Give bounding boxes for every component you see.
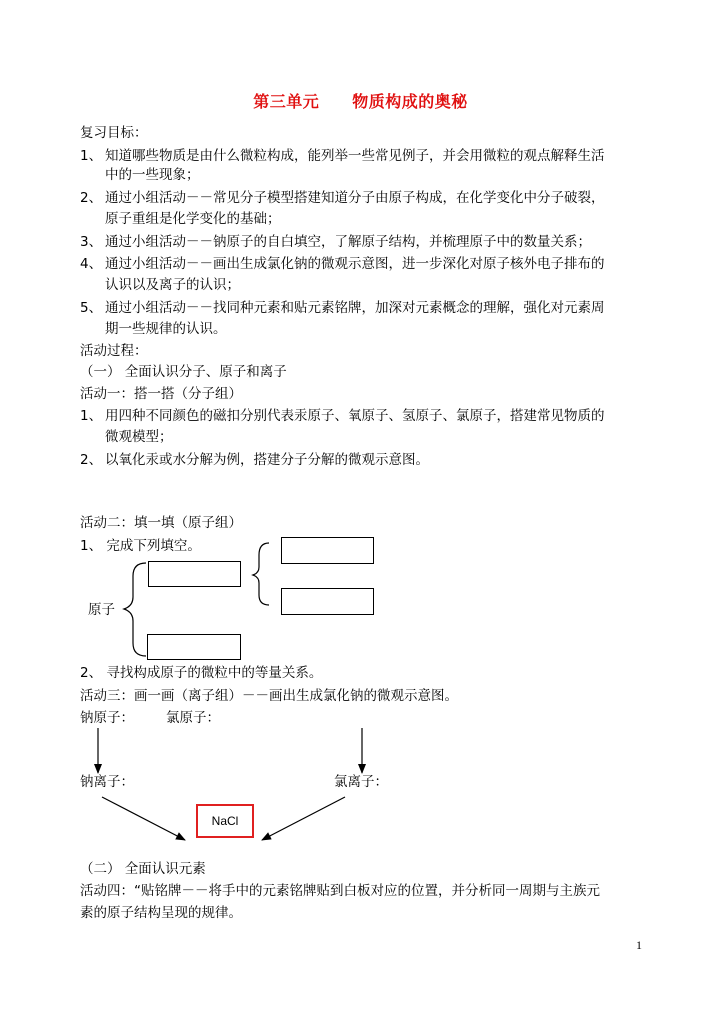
review-item-3-num: 3、 xyxy=(80,234,103,250)
review-item-2-num: 2、 xyxy=(80,190,103,206)
review-item-3-line1: 通过小组活动－－钠原子的自白填空，了解原子结构，并梳理原子中的数量关系； xyxy=(105,234,591,250)
cl-ion-to-nacl-arrow xyxy=(262,797,345,840)
page-title: 第三单元 物质构成的奥秘 xyxy=(253,92,468,111)
activity-4-line1: 活动四：“贴铭牌－－将手中的元素铭牌贴到白板对应的位置，并分析同一周期与主族元 xyxy=(80,883,600,899)
activity-2-item-2: 2、 寻找构成原子的微粒中的等量关系。 xyxy=(80,665,323,681)
activity-2-item-1: 1、 完成下列填空。 xyxy=(80,538,201,554)
page-number: 1 xyxy=(636,938,642,952)
review-item-5-line2: 期一些规律的认识。 xyxy=(105,321,227,337)
review-item-1-line2: 中的一些现象； xyxy=(105,167,200,183)
review-item-5-line1: 通过小组活动－－找同种元素和贴元素铭牌，加深对元素概念的理解，强化对元素周 xyxy=(105,300,605,316)
section-2-heading: （二） 全面认识元素 xyxy=(80,861,206,877)
review-item-4-line1: 通过小组活动－－画出生成氯化钠的微观示意图，进一步深化对原子核外电子排布的 xyxy=(105,256,605,272)
na-ion-to-nacl-arrow xyxy=(102,797,185,840)
atom-component-box-1[interactable] xyxy=(148,561,241,587)
activity-3-title: 活动三：画一画（离子组）－－画出生成氯化钠的微观示意图。 xyxy=(80,688,458,704)
activity-1-item-2-line1: 以氧化汞或水分解为例，搭建分子分解的微观示意图。 xyxy=(105,452,429,468)
na-atom-label: 钠原子： xyxy=(80,710,134,726)
activity-2-title: 活动二：填一填（原子组） xyxy=(80,515,242,531)
nacl-product-box: NaCl xyxy=(196,804,254,838)
atom-component-box-2[interactable] xyxy=(147,634,241,660)
activity-1-item-1-line1: 用四种不同颜色的磁扣分别代表汞原子、氧原子、氢原子、氯原子，搭建常见物质的 xyxy=(105,408,605,424)
cl-atom-label: 氯原子： xyxy=(166,710,220,726)
activity-1-item-1-num: 1、 xyxy=(80,408,103,424)
cl-ion-label: 氯离子： xyxy=(334,774,388,790)
activity-1-item-1-line2: 微观模型； xyxy=(105,429,173,445)
section-1-heading: （一） 全面认识分子、原子和离子 xyxy=(80,364,287,380)
review-heading: 复习目标： xyxy=(80,125,148,141)
review-item-4-num: 4、 xyxy=(80,256,103,272)
activity-1-item-2-num: 2、 xyxy=(80,452,103,468)
activity-4-line2: 素的原子结构呈现的规律。 xyxy=(80,905,242,921)
process-heading: 活动过程： xyxy=(80,343,148,359)
nucleus-brace xyxy=(253,543,269,605)
na-ion-label: 钠离子： xyxy=(80,774,134,790)
atom-brace xyxy=(124,563,146,656)
review-item-4-line2: 认识以及离子的认识； xyxy=(105,277,240,293)
review-item-1-num: 1、 xyxy=(80,148,103,164)
review-item-2-line2: 原子重组是化学变化的基础； xyxy=(105,211,281,227)
atom-label: 原子 xyxy=(88,602,115,618)
review-item-5-num: 5、 xyxy=(80,300,103,316)
nucleus-component-box-1[interactable] xyxy=(281,537,374,564)
activity-1-title: 活动一：搭一搭（分子组） xyxy=(80,386,242,402)
nucleus-component-box-2[interactable] xyxy=(281,588,374,615)
review-item-2-line1: 通过小组活动－－常见分子模型搭建知道分子由原子构成，在化学变化中分子破裂， xyxy=(105,190,605,206)
review-item-1-line1: 知道哪些物质是由什么微粒构成，能列举一些常见例子，并会用微粒的观点解释生活 xyxy=(105,148,605,164)
